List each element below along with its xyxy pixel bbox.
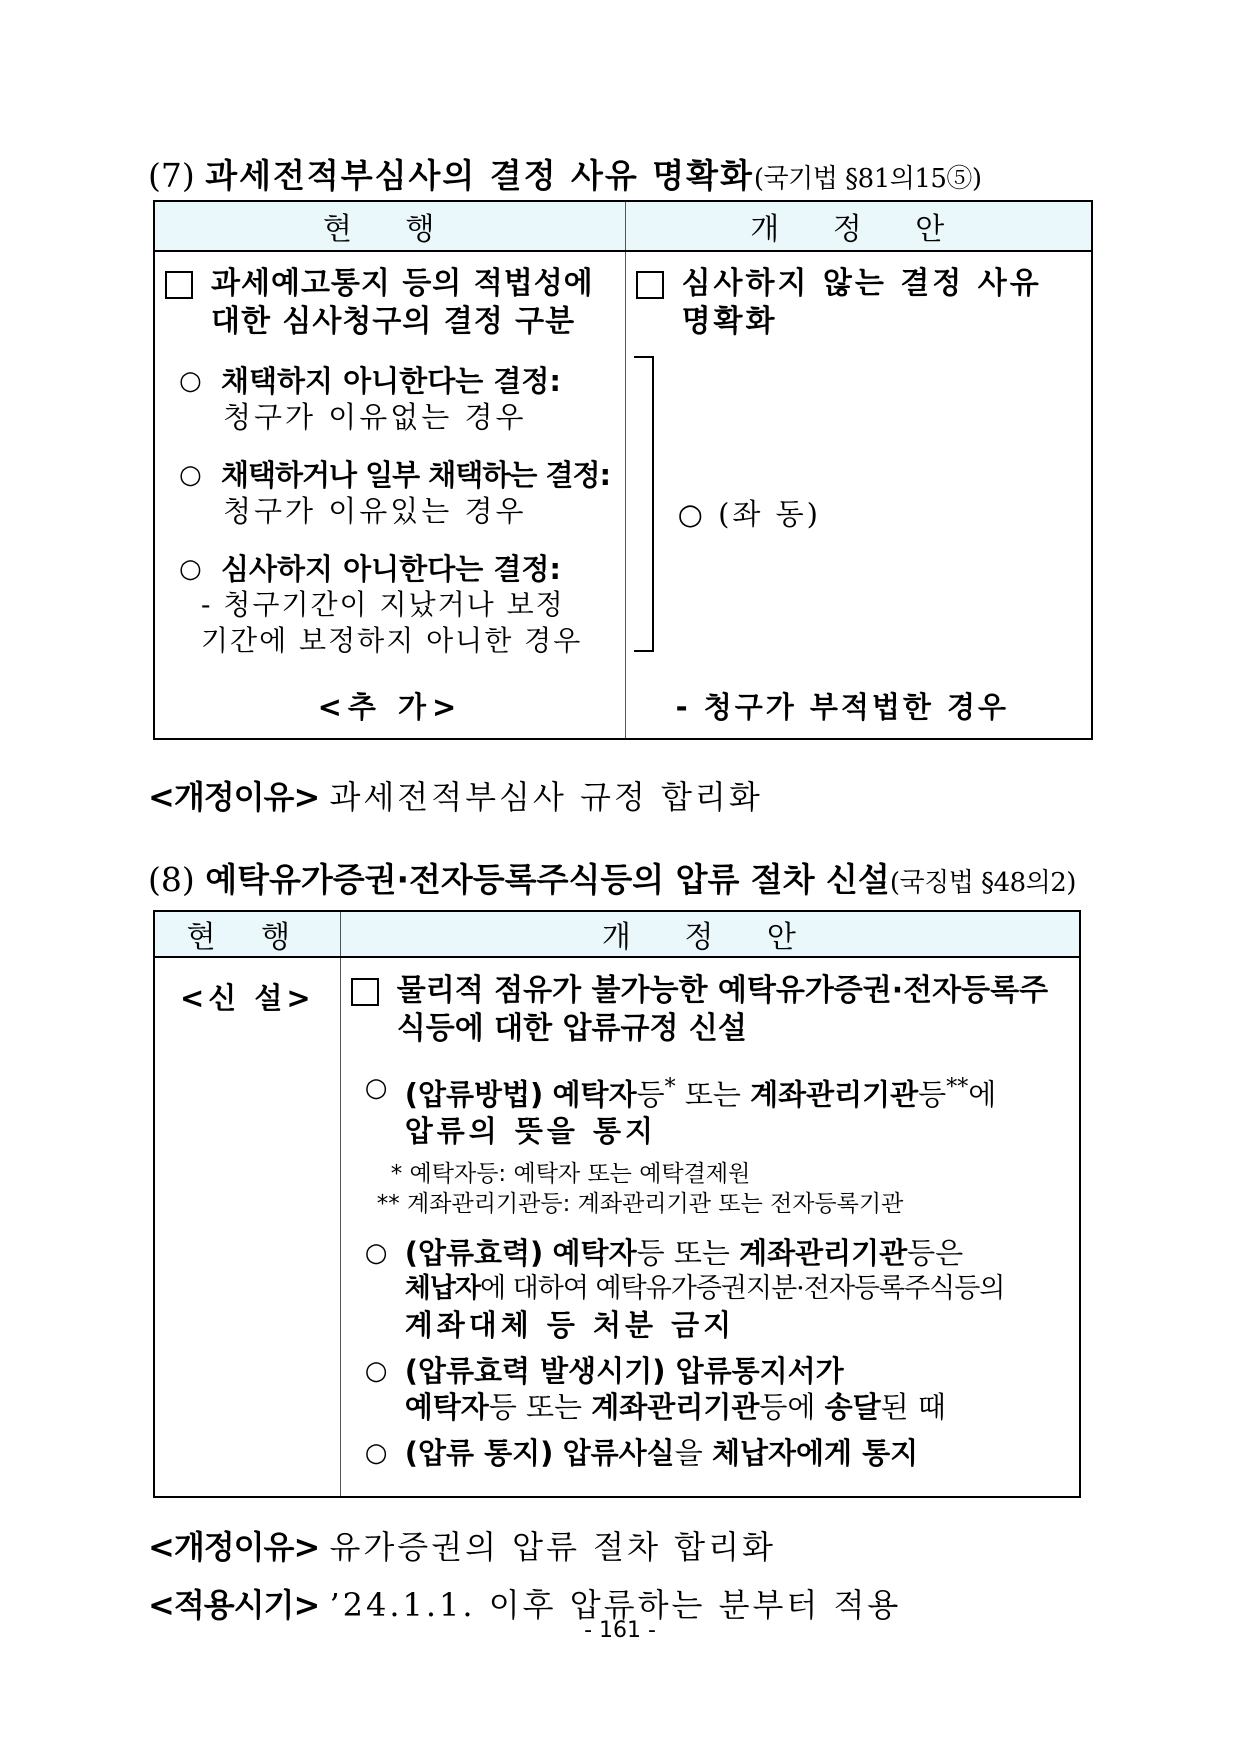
col-proposed: 개 정 안 [340,911,1080,957]
section7-title [148,150,982,197]
circle-bullet-icon: ○ [179,366,202,396]
same-as-left: ○ (좌 동) [677,497,821,531]
reason-text: 과세전적부심사 규정 합리화 [329,778,763,816]
section8-reference: (국징법 §48의2) [889,868,1076,898]
reason7 [148,772,763,818]
added-label: <추 가> [317,690,463,724]
list-item: ○ (압류 통지) 압류사실을 체납자에게 통지 [364,1435,919,1470]
reason8 [148,1522,776,1568]
apply-text: ’24.1.1. 이후 압류하는 분부터 적용 [329,1586,902,1624]
new-label: <신 설> [180,981,315,1015]
section8-table [153,910,1081,1498]
list-item: ○ 채택하지 아니한다는 결정: 청구가 이유없는 경우 [179,364,561,434]
section8-title [148,854,1076,901]
apply-tag: <적용시기> [148,1586,320,1624]
reason-text: 유가증권의 압류 절차 합리화 [329,1528,776,1566]
circle-bullet-icon: ○ [179,554,202,584]
bracket-shape [634,356,654,652]
reason-tag: <개정이유> [148,778,320,816]
section8-heading: 예탁유가증권·전자등록주식등의 압류 절차 신설 [205,860,890,899]
reason-tag: <개정이유> [148,1528,320,1566]
list-item: ○ 채택하거나 일부 채택하는 결정: 청구가 이유있는 경우 [179,458,611,528]
col-current: 현 행 [154,201,625,251]
proposed-cell [625,251,1092,739]
section7-table [153,200,1093,740]
proposed-added: - 청구가 부적법한 경우 [675,690,1010,724]
section7-heading: 과세전적부심사의 결정 사유 명확화 [205,156,754,195]
footnote: ** 계좌관리기관등: 계좌관리기관 또는 전자등록기관 [376,1190,904,1217]
page-number: - 161 - [584,1618,656,1643]
current-cell [154,251,625,739]
list-item: ○ (압류효력) 예탁자등 또는 계좌관리기관등은 체납자에 대하여 예탁유가증권지분·전자등록주식등의 계좌대체 등 처분 금지 [364,1235,1005,1342]
proposed-heading: 물리적 점유가 불가능한 예탁유가증권·전자등록주식등에 대한 압류규정 신설 [345,972,1073,1048]
current-cell [154,957,340,1497]
list-item: ○ (압류효력 발생시기) 압류통지서가 예탁자등 또는 계좌관리기관등에 송달된 때 [364,1353,946,1424]
col-current: 현 행 [154,911,340,957]
current-heading: 과세예고통지 등의 적법성에 대한 심사청구의 결정 구분 [159,265,613,341]
circle-bullet-icon: ○ [364,1237,388,1268]
circle-bullet-icon: ○ [364,1073,388,1103]
circle-bullet-icon: ○ [364,1437,388,1468]
proposed-cell [340,957,1080,1497]
footnote: * 예탁자등: 예탁자 또는 예탁결제원 [390,1160,751,1187]
section7-number: (7) [148,156,195,195]
section7-reference: (국기법 §81의15⑤) [753,164,982,194]
proposed-heading: 심사하지 않는 결정 사유 명확화 [630,265,1077,341]
col-proposed: 개 정 안 [625,201,1092,251]
circle-bullet-icon: ○ [364,1355,388,1386]
section8-number: (8) [148,860,195,899]
list-item: ○ (압류방법) 예탁자등* 또는 계좌관리기관등**에 압류의 뜻을 통지 [341,1070,1079,1149]
list-item: ○ 심사하지 아니한다는 결정: - 청구기간이 지났거나 보정 기간에 보정하지 아니한 경우 [179,552,583,657]
circle-bullet-icon: ○ [179,460,202,490]
